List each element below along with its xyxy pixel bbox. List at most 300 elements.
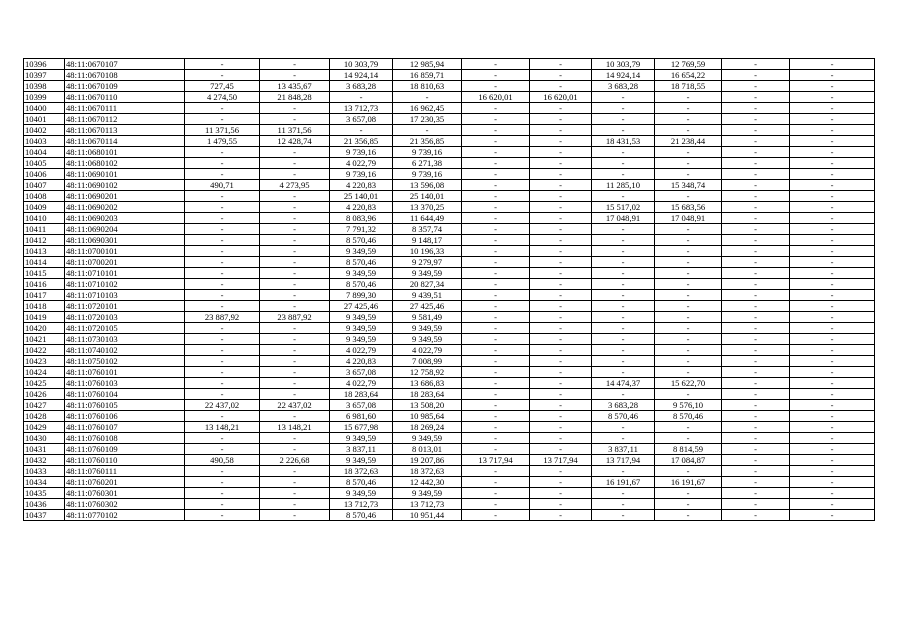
value-cell: 18 269,24: [393, 422, 462, 433]
value-cell: -: [655, 268, 722, 279]
value-cell: -: [530, 444, 592, 455]
value-cell: 3 837,11: [592, 444, 655, 455]
row-number-cell: 10406: [24, 169, 65, 180]
row-number-cell: 10408: [24, 191, 65, 202]
value-cell: -: [185, 444, 260, 455]
value-cell: -: [790, 301, 875, 312]
value-cell: -: [530, 499, 592, 510]
cadastral-number-cell: 48:11:0760103: [65, 378, 185, 389]
value-cell: -: [185, 378, 260, 389]
value-cell: -: [260, 367, 330, 378]
value-cell: -: [462, 191, 530, 202]
value-cell: -: [722, 92, 790, 103]
value-cell: -: [462, 466, 530, 477]
value-cell: -: [530, 356, 592, 367]
value-cell: -: [462, 488, 530, 499]
value-cell: -: [722, 378, 790, 389]
value-cell: -: [790, 147, 875, 158]
cadastral-number-cell: 48:11:0750102: [65, 356, 185, 367]
value-cell: 9 349,59: [330, 455, 393, 466]
value-cell: -: [462, 169, 530, 180]
value-cell: -: [655, 367, 722, 378]
value-cell: 18 283,64: [393, 389, 462, 400]
value-cell: -: [462, 312, 530, 323]
value-cell: -: [530, 477, 592, 488]
cadastral-number-cell: 48:11:0670108: [65, 70, 185, 81]
value-cell: -: [722, 499, 790, 510]
cadastral-number-cell: 48:11:0690101: [65, 169, 185, 180]
value-cell: 8 570,46: [330, 279, 393, 290]
row-number-cell: 10420: [24, 323, 65, 334]
cadastral-number-cell: 48:11:0670112: [65, 114, 185, 125]
value-cell: 15 517,02: [592, 202, 655, 213]
value-cell: 9 739,16: [393, 147, 462, 158]
value-cell: -: [185, 279, 260, 290]
value-cell: -: [722, 257, 790, 268]
value-cell: 13 370,25: [393, 202, 462, 213]
value-cell: -: [790, 70, 875, 81]
value-cell: -: [722, 169, 790, 180]
value-cell: -: [530, 279, 592, 290]
value-cell: -: [530, 433, 592, 444]
value-cell: -: [790, 92, 875, 103]
value-cell: -: [260, 477, 330, 488]
row-number-cell: 10431: [24, 444, 65, 455]
value-cell: -: [592, 92, 655, 103]
value-cell: -: [790, 378, 875, 389]
value-cell: 9 279,97: [393, 257, 462, 268]
value-cell: -: [655, 334, 722, 345]
value-cell: -: [722, 334, 790, 345]
value-cell: -: [592, 422, 655, 433]
cadastral-number-cell: 48:11:0760301: [65, 488, 185, 499]
value-cell: -: [530, 378, 592, 389]
value-cell: -: [530, 224, 592, 235]
value-cell: -: [655, 235, 722, 246]
value-cell: -: [530, 411, 592, 422]
value-cell: -: [790, 279, 875, 290]
value-cell: -: [530, 81, 592, 92]
value-cell: 14 924,14: [592, 70, 655, 81]
value-cell: -: [592, 433, 655, 444]
row-number-cell: 10436: [24, 499, 65, 510]
value-cell: 9 349,59: [330, 246, 393, 257]
row-number-cell: 10413: [24, 246, 65, 257]
value-cell: -: [655, 103, 722, 114]
value-cell: -: [185, 301, 260, 312]
value-cell: 15 348,74: [655, 180, 722, 191]
cadastral-number-cell: 48:11:0670111: [65, 103, 185, 114]
value-cell: -: [185, 59, 260, 70]
value-cell: -: [722, 180, 790, 191]
table-row: [24, 433, 875, 444]
value-cell: -: [655, 191, 722, 202]
value-cell: 13 508,20: [393, 400, 462, 411]
value-cell: 21 238,44: [655, 136, 722, 147]
value-cell: -: [185, 356, 260, 367]
table-row: [24, 290, 875, 301]
value-cell: -: [260, 323, 330, 334]
value-cell: -: [722, 356, 790, 367]
row-number-cell: 10428: [24, 411, 65, 422]
value-cell: -: [260, 224, 330, 235]
value-cell: 7 791,32: [330, 224, 393, 235]
value-cell: -: [592, 224, 655, 235]
value-cell: -: [790, 290, 875, 301]
value-cell: 22 437,02: [185, 400, 260, 411]
value-cell: -: [185, 191, 260, 202]
value-cell: -: [722, 268, 790, 279]
value-cell: -: [722, 147, 790, 158]
value-cell: 13 148,21: [185, 422, 260, 433]
cadastral-number-cell: 48:11:0670110: [65, 92, 185, 103]
table-row: [24, 191, 875, 202]
value-cell: 8 570,46: [330, 235, 393, 246]
value-cell: -: [260, 488, 330, 499]
value-cell: -: [655, 301, 722, 312]
value-cell: -: [530, 202, 592, 213]
cadastral-number-cell: 48:11:0720101: [65, 301, 185, 312]
value-cell: 21 848,28: [260, 92, 330, 103]
value-cell: 13 596,08: [393, 180, 462, 191]
value-cell: -: [530, 389, 592, 400]
value-cell: 18 283,64: [330, 389, 393, 400]
table-row: [24, 400, 875, 411]
value-cell: -: [722, 301, 790, 312]
value-cell: 16 191,67: [655, 477, 722, 488]
value-cell: -: [722, 312, 790, 323]
table-row: [24, 147, 875, 158]
value-cell: -: [260, 411, 330, 422]
value-cell: -: [655, 92, 722, 103]
table-row: [24, 136, 875, 147]
value-cell: -: [185, 510, 260, 521]
value-cell: -: [790, 114, 875, 125]
value-cell: -: [462, 114, 530, 125]
table-row: [24, 114, 875, 125]
value-cell: -: [260, 510, 330, 521]
value-cell: -: [260, 378, 330, 389]
value-cell: -: [260, 103, 330, 114]
value-cell: -: [185, 488, 260, 499]
value-cell: -: [790, 246, 875, 257]
value-cell: -: [330, 125, 393, 136]
table-row: [24, 268, 875, 279]
value-cell: -: [790, 433, 875, 444]
value-cell: -: [462, 224, 530, 235]
value-cell: 8 814,59: [655, 444, 722, 455]
value-cell: 23 887,92: [185, 312, 260, 323]
value-cell: 25 140,01: [393, 191, 462, 202]
value-cell: -: [592, 268, 655, 279]
value-cell: -: [530, 400, 592, 411]
value-cell: -: [592, 345, 655, 356]
value-cell: -: [592, 499, 655, 510]
value-cell: 9 349,59: [393, 334, 462, 345]
value-cell: -: [530, 213, 592, 224]
value-cell: -: [530, 136, 592, 147]
value-cell: -: [722, 158, 790, 169]
value-cell: -: [722, 477, 790, 488]
value-cell: 4 220,83: [330, 180, 393, 191]
value-cell: -: [260, 70, 330, 81]
value-cell: -: [530, 70, 592, 81]
cadastral-number-cell: 48:11:0700101: [65, 246, 185, 257]
row-number-cell: 10403: [24, 136, 65, 147]
value-cell: -: [592, 389, 655, 400]
row-number-cell: 10419: [24, 312, 65, 323]
value-cell: 13 712,73: [330, 103, 393, 114]
value-cell: -: [530, 114, 592, 125]
table-body: [24, 59, 875, 521]
value-cell: -: [790, 389, 875, 400]
value-cell: -: [260, 169, 330, 180]
value-cell: -: [655, 246, 722, 257]
value-cell: -: [790, 488, 875, 499]
value-cell: -: [790, 235, 875, 246]
value-cell: 4 220,83: [330, 202, 393, 213]
value-cell: -: [462, 290, 530, 301]
row-number-cell: 10429: [24, 422, 65, 433]
value-cell: -: [722, 290, 790, 301]
table-row: [24, 81, 875, 92]
row-number-cell: 10401: [24, 114, 65, 125]
value-cell: -: [592, 510, 655, 521]
value-cell: -: [790, 191, 875, 202]
row-number-cell: 10434: [24, 477, 65, 488]
cadastral-number-cell: 48:11:0690203: [65, 213, 185, 224]
value-cell: -: [790, 81, 875, 92]
value-cell: 13 717,94: [530, 455, 592, 466]
value-cell: 12 769,59: [655, 59, 722, 70]
value-cell: 3 657,08: [330, 400, 393, 411]
value-cell: -: [592, 125, 655, 136]
value-cell: -: [260, 213, 330, 224]
value-cell: 18 372,63: [330, 466, 393, 477]
value-cell: -: [530, 312, 592, 323]
value-cell: -: [722, 246, 790, 257]
value-cell: -: [592, 279, 655, 290]
table-row: [24, 92, 875, 103]
cadastral-number-cell: 48:11:0670107: [65, 59, 185, 70]
value-cell: 8 083,96: [330, 213, 393, 224]
value-cell: -: [260, 114, 330, 125]
value-cell: -: [462, 279, 530, 290]
value-cell: 22 437,02: [260, 400, 330, 411]
value-cell: -: [185, 290, 260, 301]
value-cell: -: [185, 477, 260, 488]
value-cell: 9 349,59: [393, 433, 462, 444]
value-cell: -: [790, 202, 875, 213]
value-cell: 4 220,83: [330, 356, 393, 367]
cadastral-number-cell: 48:11:0720103: [65, 312, 185, 323]
value-cell: 18 372,63: [393, 466, 462, 477]
value-cell: -: [530, 290, 592, 301]
value-cell: -: [462, 433, 530, 444]
cadastral-number-cell: 48:11:0760104: [65, 389, 185, 400]
value-cell: -: [530, 367, 592, 378]
value-cell: -: [185, 213, 260, 224]
value-cell: -: [592, 114, 655, 125]
value-cell: -: [790, 510, 875, 521]
value-cell: -: [185, 158, 260, 169]
value-cell: -: [260, 334, 330, 345]
cadastral-number-cell: 48:11:0760101: [65, 367, 185, 378]
value-cell: -: [655, 312, 722, 323]
value-cell: -: [530, 510, 592, 521]
value-cell: -: [790, 323, 875, 334]
value-cell: 3 683,28: [592, 81, 655, 92]
value-cell: 9 349,59: [393, 488, 462, 499]
value-cell: 18 718,55: [655, 81, 722, 92]
cadastral-number-cell: 48:11:0690201: [65, 191, 185, 202]
value-cell: -: [462, 246, 530, 257]
value-cell: -: [185, 466, 260, 477]
row-number-cell: 10424: [24, 367, 65, 378]
table-row: [24, 70, 875, 81]
value-cell: -: [722, 466, 790, 477]
table-row: [24, 224, 875, 235]
value-cell: -: [260, 345, 330, 356]
row-number-cell: 10402: [24, 125, 65, 136]
value-cell: -: [462, 367, 530, 378]
value-cell: -: [722, 400, 790, 411]
cadastral-number-cell: 48:11:0760105: [65, 400, 185, 411]
value-cell: -: [592, 290, 655, 301]
cadastral-number-cell: 48:11:0760302: [65, 499, 185, 510]
value-cell: -: [462, 158, 530, 169]
table-row: [24, 367, 875, 378]
row-number-cell: 10426: [24, 389, 65, 400]
cadastral-number-cell: 48:11:0760110: [65, 455, 185, 466]
value-cell: 4 273,95: [260, 180, 330, 191]
table-row: [24, 202, 875, 213]
table-row: [24, 301, 875, 312]
table-row: [24, 422, 875, 433]
value-cell: 11 371,56: [185, 125, 260, 136]
table-row: [24, 59, 875, 70]
value-cell: -: [790, 268, 875, 279]
value-cell: -: [790, 213, 875, 224]
value-cell: -: [722, 103, 790, 114]
cadastral-number-cell: 48:11:0730103: [65, 334, 185, 345]
cadastral-number-cell: 48:11:0700201: [65, 257, 185, 268]
value-cell: -: [722, 125, 790, 136]
value-cell: 16 962,45: [393, 103, 462, 114]
value-cell: 18 431,53: [592, 136, 655, 147]
value-cell: -: [722, 422, 790, 433]
value-cell: -: [260, 499, 330, 510]
value-cell: -: [462, 180, 530, 191]
value-cell: 13 148,21: [260, 422, 330, 433]
value-cell: 27 425,46: [330, 301, 393, 312]
value-cell: 7 008,99: [393, 356, 462, 367]
value-cell: -: [722, 235, 790, 246]
value-cell: 4 274,50: [185, 92, 260, 103]
value-cell: -: [185, 246, 260, 257]
table-row: [24, 125, 875, 136]
value-cell: -: [530, 334, 592, 345]
value-cell: -: [185, 345, 260, 356]
value-cell: 9 739,16: [330, 147, 393, 158]
value-cell: -: [722, 70, 790, 81]
table-row: [24, 180, 875, 191]
value-cell: -: [655, 147, 722, 158]
value-cell: -: [790, 477, 875, 488]
value-cell: -: [722, 114, 790, 125]
value-cell: -: [260, 356, 330, 367]
value-cell: -: [530, 158, 592, 169]
value-cell: -: [722, 510, 790, 521]
value-cell: 4 022,79: [393, 345, 462, 356]
cadastral-number-cell: 48:11:0690301: [65, 235, 185, 246]
value-cell: -: [655, 279, 722, 290]
value-cell: -: [260, 235, 330, 246]
value-cell: 3 657,08: [330, 367, 393, 378]
value-cell: 15 683,56: [655, 202, 722, 213]
value-cell: 10 303,79: [592, 59, 655, 70]
value-cell: 9 739,16: [330, 169, 393, 180]
value-cell: 12 758,92: [393, 367, 462, 378]
value-cell: 9 349,59: [393, 268, 462, 279]
value-cell: -: [530, 301, 592, 312]
cadastral-number-cell: 48:11:0670114: [65, 136, 185, 147]
cadastral-number-cell: 48:11:0680102: [65, 158, 185, 169]
row-number-cell: 10404: [24, 147, 65, 158]
value-cell: -: [655, 488, 722, 499]
value-cell: 13 717,94: [462, 455, 530, 466]
cadastral-number-cell: 48:11:0760107: [65, 422, 185, 433]
value-cell: -: [185, 334, 260, 345]
value-cell: -: [722, 136, 790, 147]
cadastral-number-cell: 48:11:0670109: [65, 81, 185, 92]
value-cell: -: [655, 356, 722, 367]
value-cell: -: [530, 147, 592, 158]
value-cell: -: [462, 378, 530, 389]
value-cell: -: [790, 367, 875, 378]
value-cell: -: [722, 488, 790, 499]
table-row: [24, 389, 875, 400]
value-cell: -: [790, 499, 875, 510]
table-row: [24, 444, 875, 455]
value-cell: 490,58: [185, 455, 260, 466]
cadastral-number-cell: 48:11:0670113: [65, 125, 185, 136]
cadastral-value-table: [23, 58, 875, 521]
value-cell: 8 570,46: [330, 510, 393, 521]
row-number-cell: 10411: [24, 224, 65, 235]
value-cell: 8 570,46: [655, 411, 722, 422]
value-cell: 13 712,73: [393, 499, 462, 510]
value-cell: 11 371,56: [260, 125, 330, 136]
value-cell: -: [790, 455, 875, 466]
value-cell: -: [722, 367, 790, 378]
value-cell: -: [592, 169, 655, 180]
value-cell: 21 356,85: [393, 136, 462, 147]
value-cell: -: [185, 257, 260, 268]
value-cell: -: [655, 389, 722, 400]
value-cell: -: [655, 224, 722, 235]
value-cell: -: [530, 422, 592, 433]
row-number-cell: 10399: [24, 92, 65, 103]
value-cell: -: [722, 224, 790, 235]
value-cell: -: [722, 345, 790, 356]
value-cell: 14 474,37: [592, 378, 655, 389]
row-number-cell: 10396: [24, 59, 65, 70]
value-cell: -: [722, 455, 790, 466]
cadastral-number-cell: 48:11:0760106: [65, 411, 185, 422]
value-cell: -: [530, 125, 592, 136]
value-cell: -: [185, 411, 260, 422]
